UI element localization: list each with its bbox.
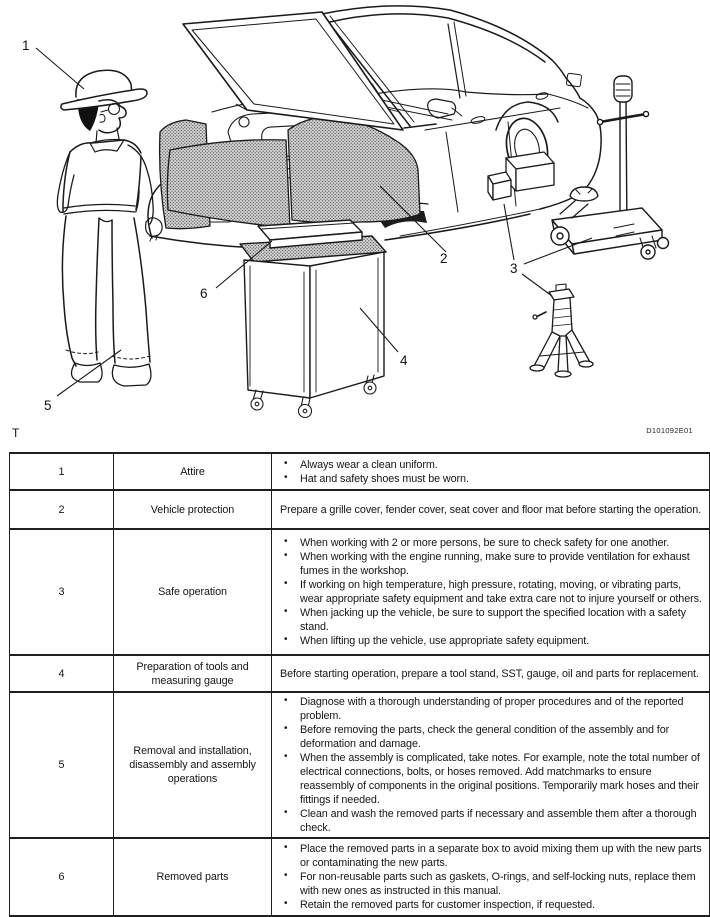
bullet-item: • When working with 2 or more persons, be sure to check safety for one another. xyxy=(275,536,706,550)
table-row xyxy=(10,490,710,529)
table-row xyxy=(10,838,710,916)
callout-3: 3 xyxy=(510,261,518,276)
category-cell: Vehicle protection xyxy=(114,490,272,529)
callout-1: 1 xyxy=(22,38,30,53)
section-marker: T xyxy=(12,426,20,440)
figure-code: D101092E01 xyxy=(646,426,693,435)
bullet-item: • Retain the removed parts for customer inspection, if requested. xyxy=(275,898,706,912)
bullet-item: • Always wear a clean uniform. xyxy=(275,458,706,472)
wheel-blocks xyxy=(488,152,554,200)
table-row xyxy=(10,692,710,838)
details-cell xyxy=(272,692,710,838)
detail-text: Prepare a grille cover, fender cover, seat cover and floor mat before starting the operation. xyxy=(280,503,702,516)
bullet-item: • Place the removed parts in a separate box to avoid mixing them up with the new parts or contaminating the new parts. xyxy=(275,842,706,870)
table-row xyxy=(10,655,710,692)
bullet-item: • If working on high temperature, high pressure, rotating, moving, or vibrating parts, wear appropriate safety equipment and take extra care not to injure yourself or others. xyxy=(275,578,706,606)
bullet-item: • When lifting up the vehicle, use appropriate safety equipment. xyxy=(275,634,706,648)
details-cell xyxy=(272,838,710,916)
category-cell: Preparation of tools and measuring gauge xyxy=(114,655,272,692)
bullet-item: • Before removing the parts, check the general condition of the assembly and for deformation and damage. xyxy=(275,723,706,751)
callout-6: 6 xyxy=(200,286,208,301)
category-cell: Removed parts xyxy=(114,838,272,916)
bullet-item: • Hat and safety shoes must be worn. xyxy=(275,472,706,486)
row-number-cell: 4 xyxy=(10,655,114,692)
category-cell: Attire xyxy=(114,453,272,490)
mechanic-figure xyxy=(57,70,162,386)
callout-5: 5 xyxy=(44,398,52,413)
category-cell: Removal and installation, disassembly and assembly operations xyxy=(114,692,272,838)
bullet-item: • When the assembly is complicated, take notes. For example, note the total number of electrical connections, bolts, or hoses removed. Add matchmarks to ensure reassembly of components in the original positions. Temporarily mark hoses and their fittings if needed. xyxy=(275,751,706,807)
callout-4: 4 xyxy=(400,353,408,368)
row-number-cell: 1 xyxy=(10,453,114,490)
bullet-item: • For non-reusable parts such as gaskets, O-rings, and self-locking nuts, replace them with new ones as instructed in this manual. xyxy=(275,870,706,898)
details-cell xyxy=(272,453,710,490)
details-cell xyxy=(272,655,710,692)
callout-2: 2 xyxy=(440,251,448,266)
row-number-cell: 6 xyxy=(10,838,114,916)
jack-handle-grip xyxy=(614,76,632,102)
bullet-item: • When working with the engine running, make sure to provide ventilation for exhaust fumes in the workshop. xyxy=(275,550,706,578)
details-cell xyxy=(272,490,710,529)
precautions-table xyxy=(9,452,710,917)
bullet-item: • Clean and wash the removed parts if necessary and assemble them after a thorough check. xyxy=(275,807,706,835)
floor-jack xyxy=(551,76,669,259)
glasses xyxy=(109,104,120,115)
hand xyxy=(146,218,163,236)
row-number-cell: 3 xyxy=(10,529,114,655)
table-row xyxy=(10,453,710,490)
details-cell xyxy=(272,529,710,655)
detail-text: Before starting operation, prepare a tool stand, SST, gauge, oil and parts for replacement. xyxy=(280,667,699,680)
car-hood-open xyxy=(183,12,403,130)
safety-stand xyxy=(530,284,593,377)
table-row xyxy=(10,529,710,655)
row-number-cell: 2 xyxy=(10,490,114,529)
bullet-item: • When jacking up the vehicle, be sure to support the specified location with a safety stand. xyxy=(275,606,706,634)
workshop-illustration xyxy=(0,0,698,448)
bullet-item: • Diagnose with a thorough understanding of proper procedures and of the reported problem. xyxy=(275,695,706,723)
shoe xyxy=(112,364,151,386)
jack-saddle xyxy=(570,187,598,201)
row-number-cell: 5 xyxy=(10,692,114,838)
category-cell: Safe operation xyxy=(114,529,272,655)
